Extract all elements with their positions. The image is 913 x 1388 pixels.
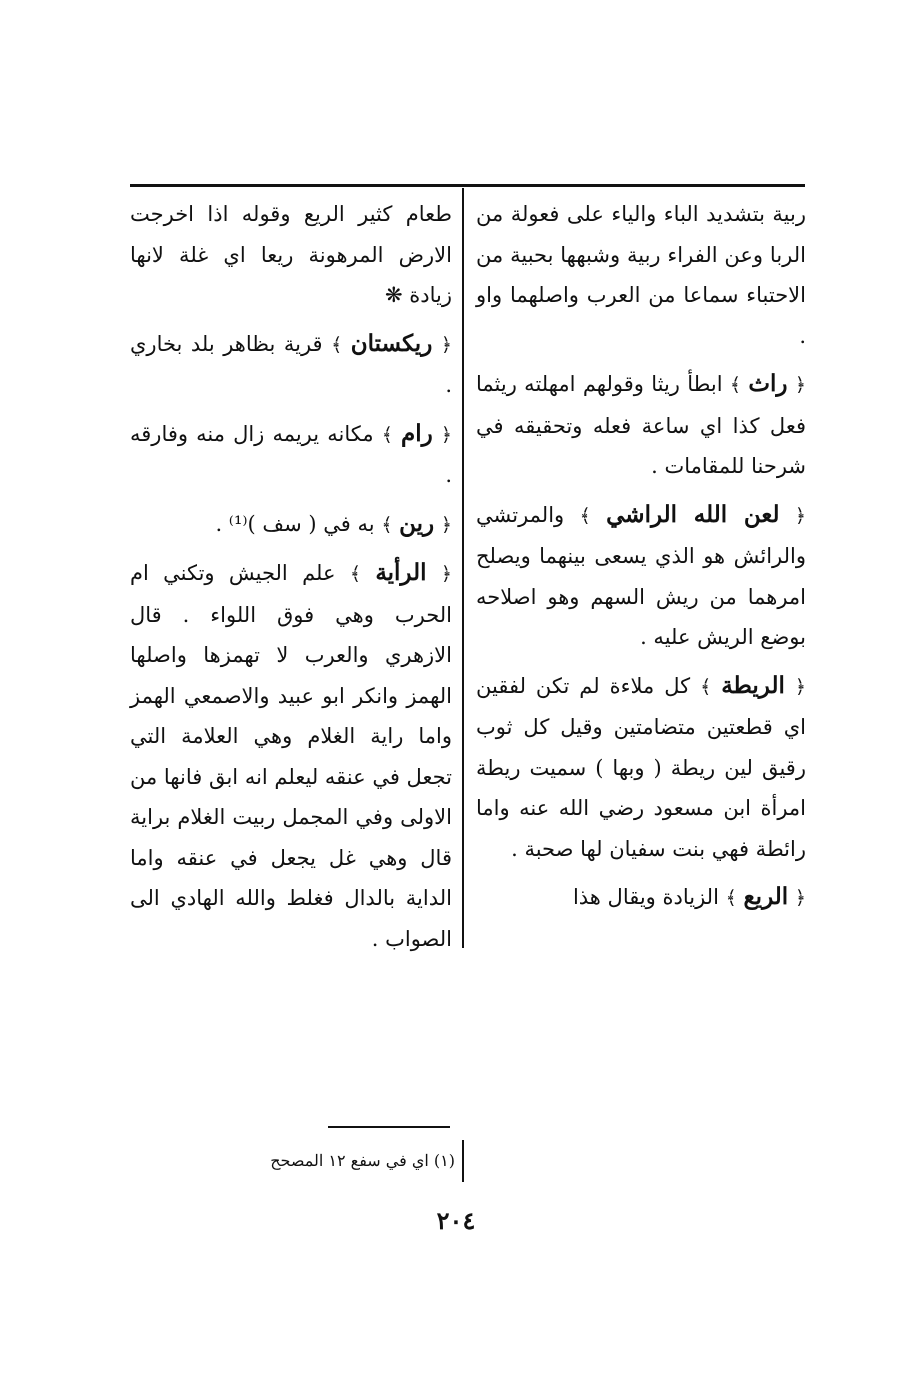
right-column	[476, 194, 806, 927]
entry-heading: ريكستان	[350, 329, 433, 357]
ornament-open: ﴿	[440, 513, 452, 536]
ornament-open: ﴿	[794, 675, 806, 698]
entry-rath	[476, 364, 806, 487]
entry-heading: لعن الله الراشي	[606, 500, 780, 528]
entry-rai	[476, 877, 806, 919]
column-divider	[462, 188, 464, 948]
top-rule	[130, 184, 805, 187]
entry-raya	[130, 553, 452, 959]
footnote: (١) اي في سفع ١٢ المصحح	[270, 1151, 455, 1170]
left-paragraph-1	[130, 194, 452, 316]
entry-body: كل ملاءة لم تكن لفقين اي قطعتين متضامتين وقيل كل ثوب رقيق لين ريطة ( وبها ) سميت ريطة امرأة ابن مسعود رضي الله عنه واما رائطة فهي بنت سفيان لها صحبة .	[476, 673, 806, 861]
ornament-open: ﴿	[440, 423, 452, 446]
ornament-close: ﴾	[381, 423, 393, 446]
entry-heading: رام	[400, 419, 433, 447]
entry-body: به في ( سف )⁽¹⁾ .	[215, 511, 375, 536]
entry-body: قرية بظاهر بلد بخاري .	[130, 331, 452, 397]
ornament-open: ﴿	[794, 504, 807, 527]
ornament-open: ﴿	[794, 887, 806, 909]
entry-heading: رين	[399, 509, 435, 537]
ornament-close: ﴾	[381, 513, 393, 536]
entry-heading: الريطة	[721, 671, 785, 699]
ornament-open: ﴿	[440, 333, 452, 356]
ornament-open: ﴿	[794, 374, 806, 396]
entry-rin	[130, 504, 452, 546]
left-paragraph-1-text: طعام كثير الريع وقوله اذا اخرجت الارض المرهونة ريعا اي غلة لانها زيادة ❋	[130, 202, 452, 307]
entry-raita	[476, 666, 806, 870]
ornament-close: ﴾	[331, 333, 343, 356]
ornament-close: ﴾	[729, 374, 742, 396]
entry-heading: الرأية	[375, 559, 427, 586]
entry-body: ابطأ ريثا وقولهم امهلته ريثما فعل كذا اي ساعة فعله وتحقيقه في شرحنا للمقامات .	[476, 372, 806, 478]
ornament-close: ﴾	[579, 504, 591, 527]
entry-heading: راث	[748, 370, 788, 397]
ornament-close: ﴾	[349, 563, 361, 585]
entry-body: والمرتشي والرائش هو الذي يسعى بينهما ويصلح امرهما من ريش السهم وهو اصلاحه بوضع الريش عليه .	[476, 502, 806, 649]
entry-rikistan	[130, 324, 452, 406]
ornament-close: ﴾	[725, 887, 737, 909]
left-column	[130, 194, 452, 967]
ornament-close: ﴾	[700, 675, 712, 698]
entry-body: مكانه يريمه زال منه وفارقه .	[130, 421, 452, 487]
footnote-rule	[328, 1126, 450, 1128]
entry-body: الزيادة ويقال هذا	[572, 885, 719, 909]
ornament-open: ﴿	[440, 563, 452, 585]
page-number: ٢٠٤	[436, 1206, 476, 1235]
right-paragraph-1	[476, 194, 806, 356]
entry-ram	[130, 414, 452, 496]
entry-body: علم الجيش وتكني ام الحرب وهي فوق اللواء . قال الازهري والعرب لا تهمزها واصلها الهمز وانكر ابو عبيد والاصمعي الهمز واما راية الغلام وهي العلامة التي تجعل في عنقه ليعلم انه ابق فانها من الاولى وفي المجمل ربيت الغلام براية قال وهي غل يجعل في عنقه واما الداية بالدال فغلط والله الهادي الى الصواب .	[130, 561, 452, 951]
footnote-divider	[462, 1140, 464, 1182]
entry-rashi	[476, 495, 806, 658]
right-paragraph-1-text: ربية بتشديد الباء والياء على فعولة من الربا وعن الفراء ربية وشبهها بحبية من الاحتباء سماعا من العرب واصلهما واو .	[476, 202, 806, 348]
entry-heading: الريع	[743, 883, 789, 910]
